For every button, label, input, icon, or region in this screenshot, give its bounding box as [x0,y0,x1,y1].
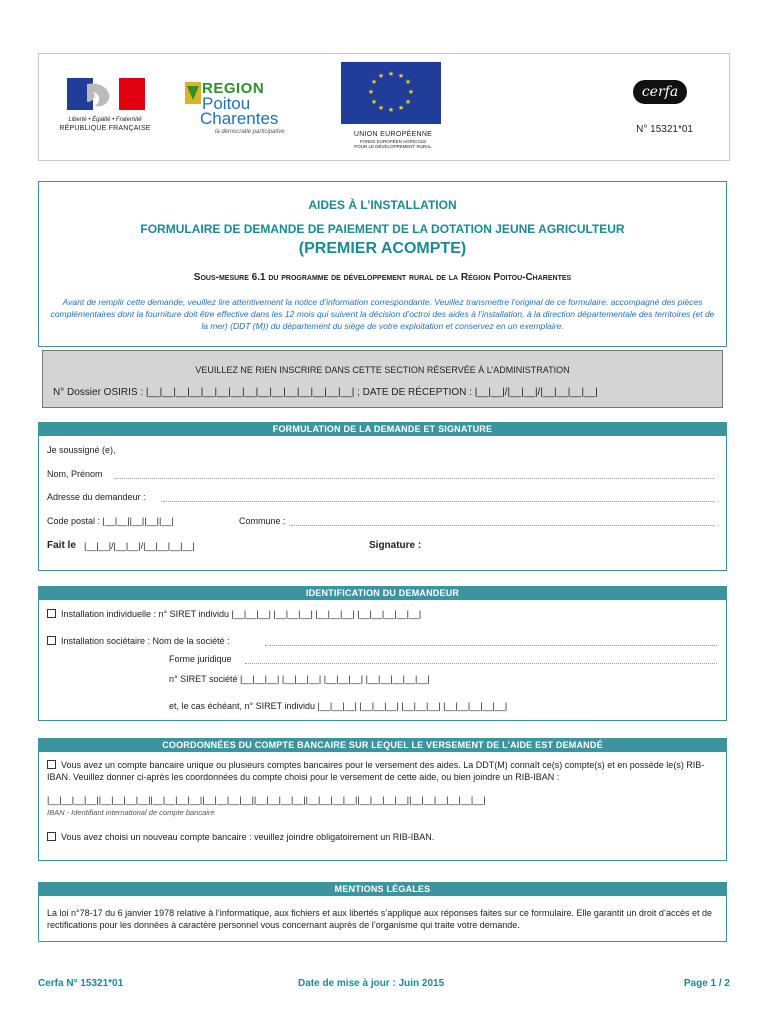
footer-cerfa: Cerfa N° 15321*01 [38,978,124,989]
title-line3: (PREMIER ACOMPTE) [298,240,467,257]
societe-field[interactable] [265,645,717,646]
cerfa-number: N° 15321*01 [636,124,693,135]
code-postal-field[interactable]: Code postal : |__|__||__||__||__| [47,516,174,526]
cerfa-logo-text: cerfa [641,84,679,100]
soussigne-label: Je soussigné (e), [47,445,116,455]
footer-date: Date de mise à jour : Juin 2015 [298,978,445,989]
forme-field[interactable] [245,663,717,664]
eu-logo [341,62,445,154]
svg-text:★: ★ [370,98,378,106]
admin-box [42,350,723,408]
checkbox-icon[interactable] [47,636,56,645]
title-line1: AIDES À L’INSTALLATION [308,198,457,212]
footer-page: Page 1 / 2 [683,978,730,989]
bank-option1-label: Vous avez un compte bancaire unique ou plusieurs comptes bancaires pour le versement des aides. La DDT(M) connaît ce(s) compte(s) et en possède le(s) RIB-IBAN. Veuillez donner ci-après les coordonnées du compte choisi pour le versement de cette aide, ou bien joindre un RIB-IBAN : [47,760,705,782]
checkbox-icon[interactable] [47,609,56,618]
region-line1: REGION [202,80,265,97]
svg-text:★: ★ [404,98,412,106]
forme-label: Forme juridique [169,654,232,664]
svg-text:★: ★ [377,104,385,112]
admin-title: VEUILLEZ NE RIEN INSCRIRE DANS CETTE SECTION RÉSERVÉE À L’ADMINISTRATION [195,365,570,375]
bank-option2-label: Vous avez choisi un nouveau compte bancaire : veuillez joindre obligatoirement un RIB-IBAN. [61,832,435,842]
identification-section [38,586,727,721]
commune-field[interactable] [291,525,715,526]
svg-text:★: ★ [397,104,405,112]
cerfa-logo [633,80,687,104]
individuelle-option[interactable] [47,609,421,619]
checkbox-icon[interactable] [47,760,56,769]
adresse-field[interactable] [163,501,715,502]
admin-line: N° Dossier OSIRIS : |__|__|__|__|__|__|__|__|__|__|__|__|__|__|__| ; DATE DE RÉCEPTION : |__|__|/|__|__|/|__|__|__|__| [53,387,598,398]
region-logo [185,80,305,142]
svg-text:★: ★ [387,106,395,114]
societaire-label: Installation sociétaire : Nom de la société : [61,636,230,646]
iban-field[interactable]: |__|__|__|__||__|__|__|__||__|__|__|__||__|__|__|__||__|__|__|__||__|__|__|__||__|__|__|__||__|__|__|__|__|__| [47,795,486,805]
svg-text:★: ★ [377,72,385,80]
adresse-label: Adresse du demandeur : [47,492,146,502]
bank-option1[interactable] [47,759,719,783]
siret-individu-field[interactable]: et, le cas échéant, n° SIRET individu |__|__|__| |__|__|__| |__|__|__| |__|__|__|__|__| [169,701,508,711]
eu-flag-icon [341,62,441,124]
intro-text: Avant de remplir cette demande, veuillez lire attentivement la notice d’information correspondante. Veuillez transmettre l’original de ce formulaire, accompagné des pièces complémentaires dont la fourniture doit être effective dans les 12 mois qui suivent la décision d’octroi des aides à l’installation, à la direction départementale des territoires (et de la mer) (DDT (M)) du département du siège de votre exploitation et conservez en un exemplaire. [50,297,715,331]
fait-le-label: Fait le [47,540,76,551]
checkbox-icon[interactable] [47,832,56,841]
svg-text:★: ★ [404,78,412,86]
svg-text:★: ★ [387,70,395,78]
legal-text: La loi n°78-17 du 6 janvier 1978 relative à l’informatique, aux fichiers et aux libertés s’applique aux réponses faites sur ce formulaire. Elle garantit un droit d’accès et de rectifications pour les données à caractère personnel vous concernant auprès de l’organisme qui traite votre demande. [47,908,712,930]
marianne-logo [57,76,153,140]
region-line2: Poitou [202,94,251,113]
individuelle-label: Installation individuelle : n° SIRET individu |__|__|__| |__|__|__| |__|__|__| |__|__|__|__|__| [61,609,422,619]
marianne-republic: RÉPUBLIQUE FRANÇAISE [59,125,151,132]
eu-line2: FONDS EUROPÉEN AGRICOLE [359,139,427,144]
identification-bar: IDENTIFICATION DU DEMANDEUR [39,587,726,600]
iban-label: IBAN - Identifiant international de compte bancaire [47,808,215,817]
title-line2: FORMULAIRE DE DEMANDE DE PAIEMENT DE LA DOTATION JEUNE AGRICULTEUR [140,222,625,236]
svg-text:★: ★ [367,88,375,96]
title-box [38,181,727,347]
header-logos [38,53,730,161]
legal-section [38,882,727,942]
formulation-bar: FORMULATION DE LA DEMANDE ET SIGNATURE [39,423,726,436]
eu-line3: POUR LE DÉVELOPPEMENT RURAL [354,144,432,149]
eu-line1: UNION EUROPÉENNE [353,131,433,138]
svg-text:★: ★ [407,88,415,96]
marianne-motto: Liberté • Égalité • Fraternité [68,117,142,123]
legal-bar: MENTIONS LÉGALES [39,883,726,896]
signature-label: Signature : [369,540,422,551]
bank-section [38,738,727,861]
region-emblem-icon [185,82,201,104]
region-line3: Charentes [200,109,279,128]
nom-label: Nom, Prénom [47,469,103,479]
siret-societe-field[interactable]: n° SIRET société |__|__|__| |__|__|__| |__|__|__| |__|__|__|__|__| [169,674,430,684]
marianne-flag-icon [57,76,153,112]
region-tagline: la démocratie participative [215,129,285,135]
formulation-section [38,422,727,571]
submeasure: Sous-mesure 6.1 du programme de développement rural de la Région Poitou-Charentes [193,272,572,283]
svg-text:★: ★ [397,72,405,80]
svg-text:★: ★ [370,78,378,86]
nom-field[interactable] [115,478,715,479]
bank-bar: COORDONNÉES DU COMPTE BANCAIRE SUR LEQUEL LE VERSEMENT DE L’AIDE EST DEMANDÉ [39,739,726,752]
commune-label: Commune : [239,516,286,526]
bank-option2[interactable] [47,832,434,842]
fait-le-field[interactable]: |__|__|/|__|__|/|__|__|__|__| [84,541,195,551]
societaire-option[interactable] [47,636,230,646]
